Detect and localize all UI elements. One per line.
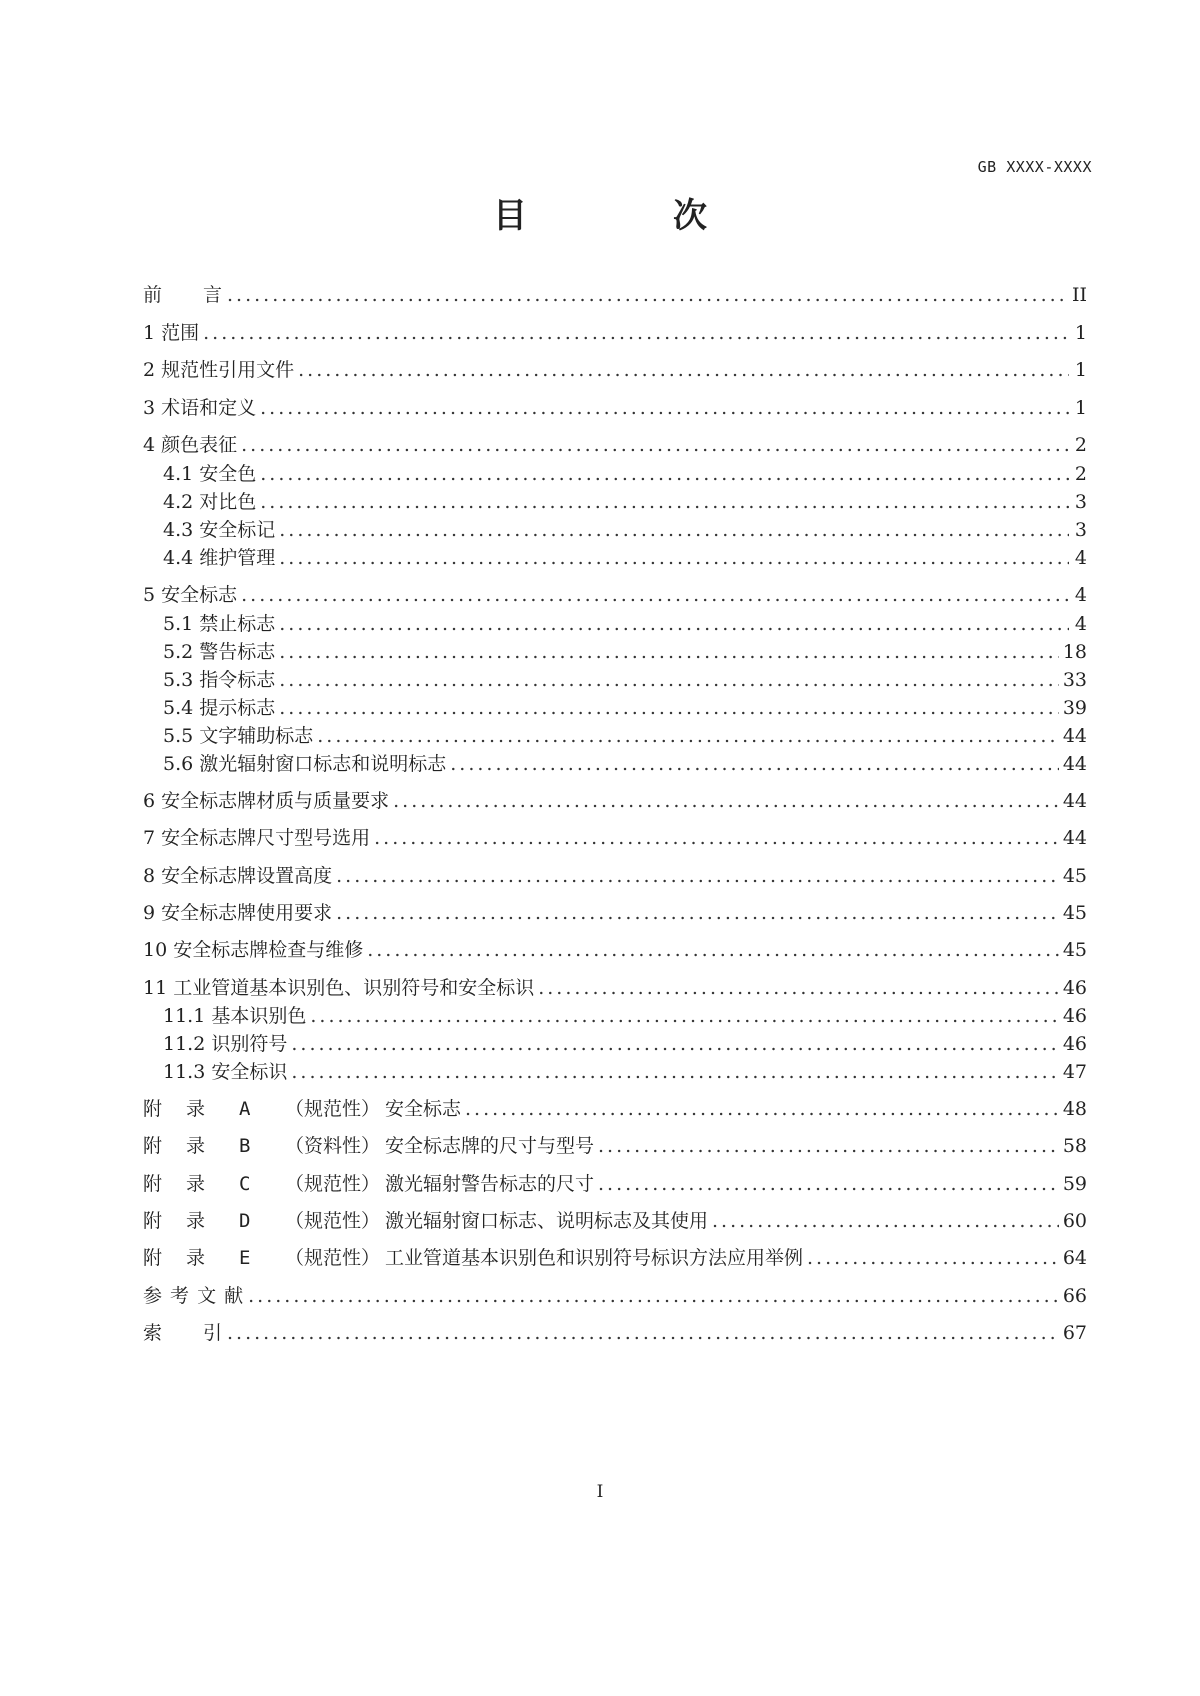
toc-entry[interactable] bbox=[143, 282, 1087, 308]
toc-entry[interactable] bbox=[163, 751, 1087, 777]
toc-page-number: 66 bbox=[1062, 1285, 1087, 1307]
toc-leader-dots bbox=[598, 1133, 1059, 1159]
toc-label: 11 工业管道基本识别色、识别符号和安全标识 bbox=[143, 977, 535, 999]
page-title: 目 次 bbox=[493, 196, 763, 236]
toc-page-number: 1 bbox=[1074, 322, 1087, 344]
toc-leader-dots bbox=[279, 545, 1069, 571]
toc-label: 5.3 指令标志 bbox=[163, 669, 276, 691]
appendix-word: 附录 bbox=[143, 1098, 230, 1120]
toc-label: 4.4 维护管理 bbox=[163, 547, 276, 569]
appendix-letter: D bbox=[239, 1210, 251, 1232]
toc-leader-dots bbox=[291, 1059, 1058, 1085]
toc-entry-appendix[interactable] bbox=[143, 1208, 1087, 1234]
toc-label: 3 术语和定义 bbox=[143, 397, 257, 419]
toc-page-number: 44 bbox=[1062, 725, 1087, 747]
toc-label: 6 安全标志牌材质与质量要求 bbox=[143, 790, 390, 812]
toc-leader-dots bbox=[279, 517, 1069, 543]
toc-label: 参 考 文 献 bbox=[143, 1285, 245, 1307]
toc-page-number: 45 bbox=[1062, 902, 1087, 924]
toc-page-number: 46 bbox=[1062, 977, 1087, 999]
toc-entry[interactable] bbox=[143, 395, 1087, 421]
toc-leader-dots bbox=[241, 582, 1069, 608]
toc-label: 11.2 识别符号 bbox=[163, 1033, 288, 1055]
toc-entry[interactable] bbox=[143, 320, 1087, 346]
toc-entry[interactable] bbox=[163, 639, 1087, 665]
toc-entry[interactable] bbox=[143, 357, 1087, 383]
toc-leader-dots bbox=[807, 1245, 1059, 1271]
appendix-title: 工业管道基本识别色和识别符号标识方法应用举例 bbox=[385, 1247, 804, 1269]
toc-appendix-label bbox=[143, 1096, 461, 1122]
toc-page-number: 33 bbox=[1062, 669, 1087, 691]
toc-appendix-label bbox=[143, 1171, 594, 1197]
toc-leader-dots bbox=[317, 723, 1059, 749]
toc-label: 11.3 安全标识 bbox=[163, 1061, 288, 1083]
appendix-kind: （资料性） bbox=[285, 1135, 381, 1157]
toc-leader-dots bbox=[374, 825, 1059, 851]
toc-page-number: 4 bbox=[1074, 547, 1087, 569]
toc-page-number: 2 bbox=[1074, 463, 1087, 485]
toc-page-number: II bbox=[1071, 284, 1087, 306]
toc-leader-dots bbox=[336, 900, 1059, 926]
toc-leader-dots bbox=[279, 611, 1069, 637]
toc-entry[interactable] bbox=[163, 517, 1087, 543]
toc-entry[interactable] bbox=[163, 545, 1087, 571]
toc-label: 4.3 安全标记 bbox=[163, 519, 276, 541]
appendix-title: 激光辐射窗口标志、说明标志及其使用 bbox=[385, 1210, 709, 1232]
appendix-kind: （规范性） bbox=[285, 1210, 381, 1232]
toc-leader-dots bbox=[298, 357, 1069, 383]
appendix-word: 附录 bbox=[143, 1173, 230, 1195]
toc-label: 5.5 文字辅助标志 bbox=[163, 725, 314, 747]
toc-leader-dots bbox=[712, 1208, 1059, 1234]
toc-entry[interactable] bbox=[163, 667, 1087, 693]
appendix-letter: B bbox=[239, 1135, 251, 1157]
toc-page-number: 44 bbox=[1062, 790, 1087, 812]
toc-entry-appendix[interactable] bbox=[143, 1171, 1087, 1197]
toc-label: 7 安全标志牌尺寸型号选用 bbox=[143, 827, 371, 849]
toc-page-number: 1 bbox=[1074, 397, 1087, 419]
toc-leader-dots bbox=[248, 1283, 1059, 1309]
toc-entry[interactable] bbox=[163, 695, 1087, 721]
toc-label: 5.1 禁止标志 bbox=[163, 613, 276, 635]
toc-label: 2 规范性引用文件 bbox=[143, 359, 295, 381]
toc-entry[interactable] bbox=[163, 1031, 1087, 1057]
toc-label: 1 范围 bbox=[143, 322, 200, 344]
appendix-letter: E bbox=[239, 1247, 251, 1269]
toc-entry-appendix[interactable] bbox=[143, 1133, 1087, 1159]
toc-label: 索 引 bbox=[143, 1322, 224, 1344]
toc-entry[interactable] bbox=[163, 611, 1087, 637]
toc-leader-dots bbox=[310, 1003, 1058, 1029]
toc-page-number: 59 bbox=[1062, 1173, 1087, 1195]
toc-page-number: 3 bbox=[1074, 491, 1087, 513]
toc-label: 5.4 提示标志 bbox=[163, 697, 276, 719]
toc-leader-dots bbox=[279, 695, 1059, 721]
toc-page-number: 58 bbox=[1062, 1135, 1087, 1157]
appendix-kind: （规范性） bbox=[285, 1173, 381, 1195]
toc-label: 4.1 安全色 bbox=[163, 463, 257, 485]
toc-page-number: 18 bbox=[1062, 641, 1087, 663]
toc-leader-dots bbox=[260, 461, 1069, 487]
toc-leader-dots bbox=[450, 751, 1059, 777]
toc-page-number: 64 bbox=[1062, 1247, 1087, 1269]
toc-page-number: 47 bbox=[1062, 1061, 1087, 1083]
toc-leader-dots bbox=[227, 282, 1068, 308]
toc-page-number: 60 bbox=[1062, 1210, 1087, 1232]
toc-leader-dots bbox=[367, 937, 1059, 963]
toc-leader-dots bbox=[393, 788, 1059, 814]
toc-page-number: 67 bbox=[1062, 1322, 1087, 1344]
toc-appendix-label bbox=[143, 1245, 803, 1271]
toc-entry[interactable] bbox=[143, 1320, 1087, 1346]
toc-leader-dots bbox=[336, 863, 1059, 889]
toc-page-number: 3 bbox=[1074, 519, 1087, 541]
toc-label: 5 安全标志 bbox=[143, 584, 238, 606]
toc-page-number: 39 bbox=[1062, 697, 1087, 719]
toc-appendix-label bbox=[143, 1208, 708, 1234]
toc-leader-dots bbox=[241, 432, 1069, 458]
toc-label: 10 安全标志牌检查与维修 bbox=[143, 939, 364, 961]
toc-entry[interactable] bbox=[143, 1283, 1087, 1309]
toc-leader-dots bbox=[227, 1320, 1059, 1346]
toc-label: 前 言 bbox=[143, 284, 224, 306]
toc-page-number: 4 bbox=[1074, 584, 1087, 606]
toc-page-number: 45 bbox=[1062, 865, 1087, 887]
appendix-kind: （规范性） bbox=[285, 1098, 381, 1120]
toc-leader-dots bbox=[279, 667, 1059, 693]
toc-page-number: 44 bbox=[1062, 753, 1087, 775]
appendix-word: 附录 bbox=[143, 1247, 230, 1269]
toc-leader-dots bbox=[260, 489, 1069, 515]
toc-entry[interactable] bbox=[163, 1003, 1087, 1029]
toc-page-number: 44 bbox=[1062, 827, 1087, 849]
toc-leader-dots bbox=[203, 320, 1069, 346]
toc-leader-dots bbox=[260, 395, 1069, 421]
toc-entry[interactable] bbox=[143, 825, 1087, 851]
toc-entry[interactable] bbox=[143, 863, 1087, 889]
toc-appendix-label bbox=[143, 1133, 594, 1159]
toc-entry[interactable] bbox=[143, 937, 1087, 963]
toc-entry[interactable] bbox=[163, 489, 1087, 515]
toc-label: 8 安全标志牌设置高度 bbox=[143, 865, 333, 887]
appendix-word: 附录 bbox=[143, 1135, 230, 1157]
appendix-letter: A bbox=[239, 1098, 251, 1120]
toc-label: 11.1 基本识别色 bbox=[163, 1005, 307, 1027]
toc-entry[interactable] bbox=[163, 1059, 1087, 1085]
toc-entry[interactable] bbox=[143, 788, 1087, 814]
toc-entry[interactable] bbox=[163, 461, 1087, 487]
toc-entry[interactable] bbox=[143, 432, 1087, 458]
toc-leader-dots bbox=[465, 1096, 1059, 1122]
toc-entry[interactable] bbox=[143, 975, 1087, 1001]
toc-label: 9 安全标志牌使用要求 bbox=[143, 902, 333, 924]
toc-leader-dots bbox=[291, 1031, 1058, 1057]
appendix-letter: C bbox=[239, 1173, 251, 1195]
appendix-title: 激光辐射警告标志的尺寸 bbox=[385, 1173, 595, 1195]
toc-label: 4 颜色表征 bbox=[143, 434, 238, 456]
appendix-kind: （规范性） bbox=[285, 1247, 381, 1269]
toc-label: 5.6 激光辐射窗口标志和说明标志 bbox=[163, 753, 447, 775]
toc-page-number: 1 bbox=[1074, 359, 1087, 381]
toc-label: 4.2 对比色 bbox=[163, 491, 257, 513]
toc-entry-appendix[interactable] bbox=[143, 1096, 1087, 1122]
toc-page-number: 4 bbox=[1074, 613, 1087, 635]
appendix-title: 安全标志牌的尺寸与型号 bbox=[385, 1135, 595, 1157]
toc-page-number: 48 bbox=[1062, 1098, 1087, 1120]
appendix-word: 附录 bbox=[143, 1210, 230, 1232]
appendix-title: 安全标志 bbox=[385, 1098, 462, 1120]
toc-label: 5.2 警告标志 bbox=[163, 641, 276, 663]
toc-page-number: 46 bbox=[1062, 1033, 1087, 1055]
toc-entry[interactable] bbox=[163, 723, 1087, 749]
toc-entry[interactable] bbox=[143, 900, 1087, 926]
toc-leader-dots bbox=[538, 975, 1059, 1001]
toc-leader-dots bbox=[598, 1171, 1059, 1197]
toc-entry-appendix[interactable] bbox=[143, 1245, 1087, 1271]
toc-page-number: 2 bbox=[1074, 434, 1087, 456]
toc-page-number: 46 bbox=[1062, 1005, 1087, 1027]
toc-leader-dots bbox=[279, 639, 1059, 665]
toc-page-number: 45 bbox=[1062, 939, 1087, 961]
page-number: I bbox=[596, 1482, 604, 1502]
toc-entry[interactable] bbox=[143, 582, 1087, 608]
document-code: GB XXXX-XXXX bbox=[977, 158, 1092, 176]
